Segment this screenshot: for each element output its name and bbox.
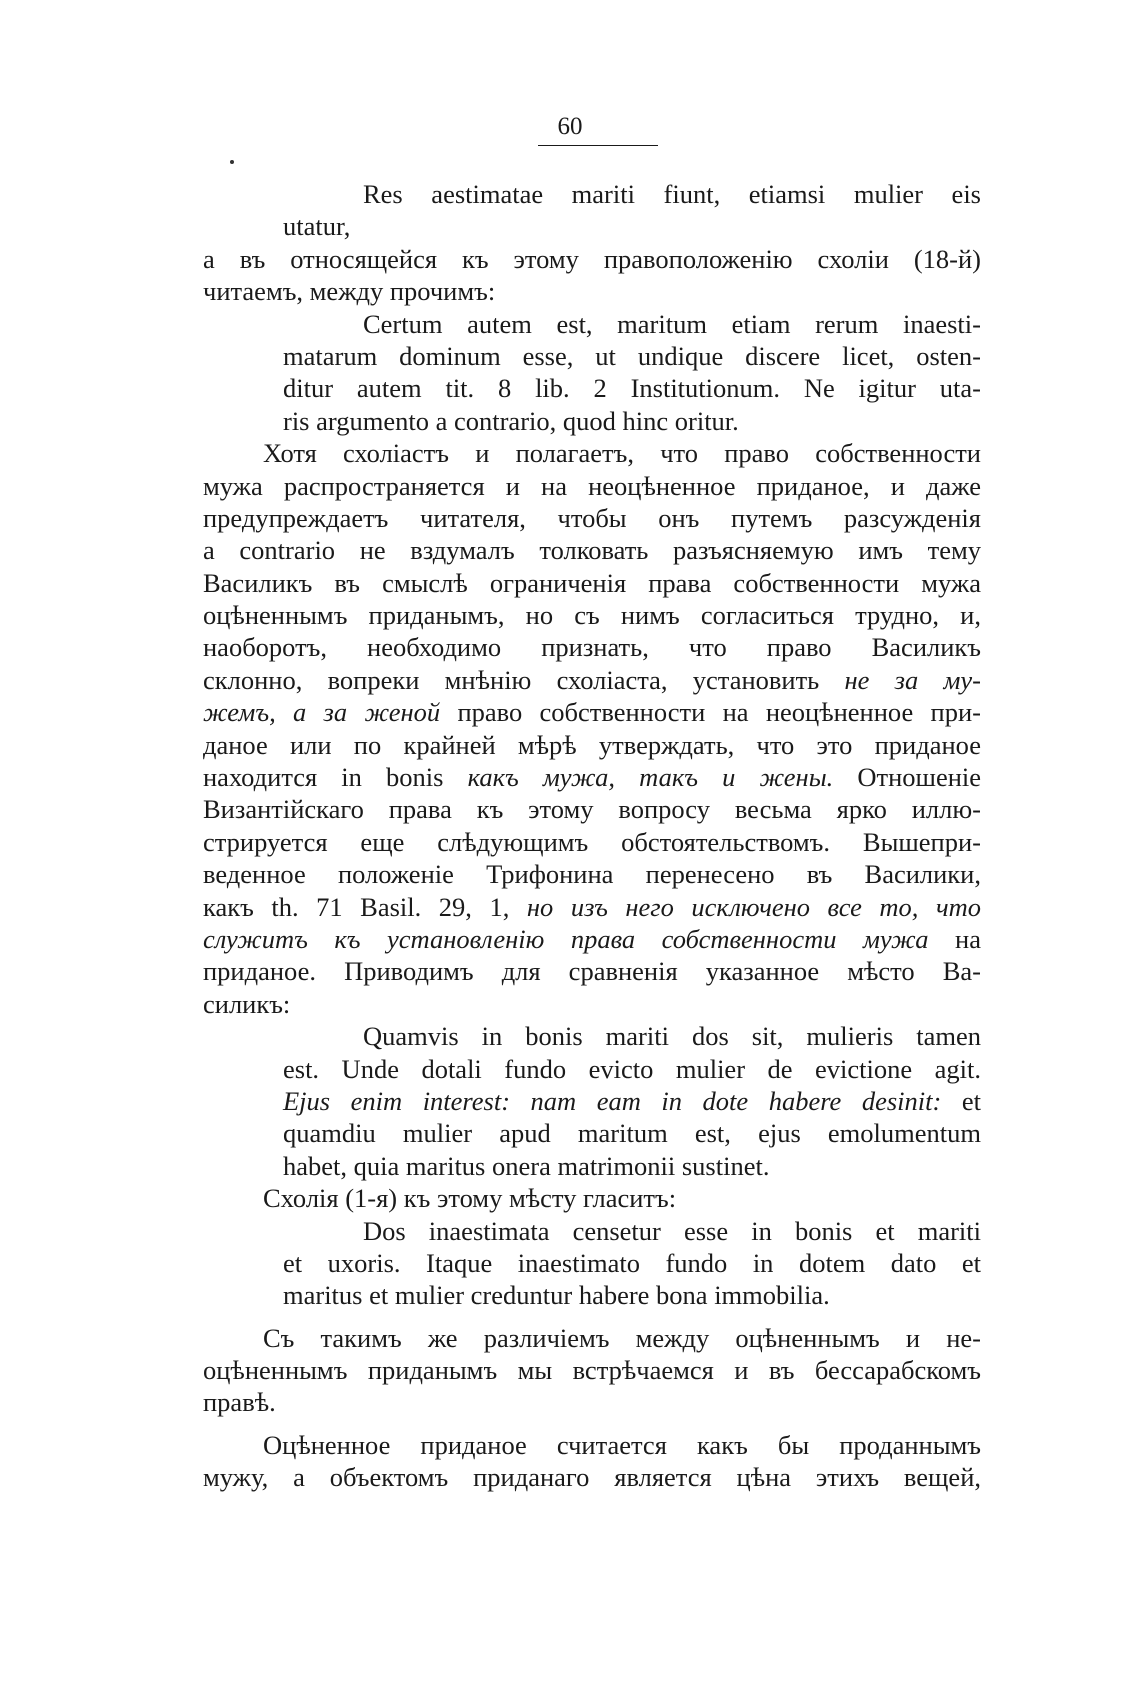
text-line: читаемъ, между прочимъ: [203, 276, 496, 307]
quote-line: maritus et mulier creduntur habere bona immobilia. [283, 1280, 830, 1311]
text-line: оцѣненнымъ приданымъ мы встрѣчаемся и въ бессарабскомъ [203, 1355, 981, 1386]
text-line: наоборотъ, необходимо признать, что право Василикъ [203, 632, 981, 663]
text-segment: на [955, 923, 981, 954]
quote-line: est. Unde dotali fundo evicto mulier de evictione agit. [283, 1053, 981, 1084]
text-line: а въ относящейся къ этому правоположенію схоліи (18-й) [203, 243, 981, 274]
text-segment: Отношеніе [857, 762, 982, 793]
text-line [203, 891, 981, 923]
text-line: Василикъ въ смыслѣ ограниченія права собственности мужа [203, 567, 981, 598]
text-segment: et [961, 1085, 982, 1116]
text-line [203, 664, 981, 696]
ink-speck [230, 160, 234, 164]
page-number: 60 [557, 113, 583, 140]
text-line: Хотя схоліастъ и полагаетъ, что право собственности [263, 438, 981, 469]
text-segment: право собственности на неоцѣненное при- [457, 697, 981, 728]
quote-line: quamdiu mulier apud maritum est, ejus emolumentum [283, 1118, 981, 1149]
quote-line: Certum autem est, maritum etiam rerum inaesti- [363, 308, 981, 339]
text-line: предупреждаетъ читателя, чтобы онъ путемъ разсужденія [203, 502, 981, 533]
italic-segment: но изъ него исключено все то, что [526, 891, 982, 922]
text-line: приданое. Приводимъ для сравненія указанное мѣсто Ва- [203, 956, 981, 987]
text-line [203, 923, 981, 955]
text-line: Византійскаго права къ этому вопросу весьма ярко иллю- [203, 794, 981, 825]
text-line: даное или по крайней мѣрѣ утверждать, что это приданое [203, 729, 981, 760]
text-line: правѣ. [203, 1387, 276, 1418]
text-line: a contrario не вздумалъ толковать разъясняемую имъ тему [203, 535, 981, 566]
text-line: силикъ: [203, 988, 291, 1019]
text-line: Оцѣненное приданое считается какъ бы проданнымъ [263, 1429, 981, 1460]
quote-line: Dos inaestimata censetur esse in bonis et mariti [363, 1215, 981, 1246]
body-text [203, 178, 981, 1494]
quote-line: et uxoris. Itaque inaestimato fundo in dotem dato et [283, 1247, 981, 1278]
text-line: стрируется еще слѣдующимъ обстоятельствомъ. Вышепри- [203, 826, 981, 857]
text-line: веденное положеніе Трифонина перенесено въ Василики, [203, 859, 981, 890]
text-segment: какъ th. 71 Basil. 29, 1, [203, 891, 510, 922]
italic-segment: какъ мужа, такъ и жены. [467, 762, 834, 793]
quote-line: Quamvis in bonis mariti dos sit, mulieris tamen [363, 1021, 981, 1052]
text-line: мужа распространяется и на неоцѣненное приданое, и даже [203, 470, 981, 501]
text-line [203, 696, 981, 728]
text-line [203, 761, 981, 793]
text-line: мужу, а объектомъ приданаго является цѣна этихъ вещей, [203, 1462, 981, 1493]
italic-segment: жемъ, а за женой [203, 697, 441, 728]
text-line: Съ такимъ же различіемъ между оцѣненнымъ и не- [263, 1322, 981, 1353]
italic-segment: Ejus enim interest: nam eam in dote habere desinit: [283, 1085, 942, 1116]
quote-line: ris argumento a contrario, quod hinc oritur. [283, 405, 739, 436]
text-line: Схолія (1-я) къ этому мѣсту гласитъ: [263, 1183, 677, 1214]
page-number-rule [538, 145, 658, 146]
text-segment: склонно, вопреки мнѣнію схоліаста, установить [203, 664, 820, 695]
italic-segment: служитъ къ установленію права собственности мужа [203, 923, 929, 954]
quote-line: Res aestimatae mariti fiunt, etiamsi mulier eis [363, 179, 981, 209]
quote-line [283, 1085, 981, 1117]
italic-segment: не за му- [844, 664, 981, 695]
quote-line: ditur autem tit. 8 lib. 2 Institutionum. Ne igitur uta- [283, 373, 981, 404]
text-line: оцѣненнымъ приданымъ, но съ нимъ согласиться трудно, и, [203, 600, 981, 631]
quote-line: utatur, [283, 211, 351, 242]
quote-line: habet, quia maritus onera matrimonii sustinet. [283, 1150, 770, 1181]
text-segment: находится in bonis [203, 762, 444, 793]
quote-line: matarum dominum esse, ut undique discere licet, osten- [283, 340, 981, 371]
